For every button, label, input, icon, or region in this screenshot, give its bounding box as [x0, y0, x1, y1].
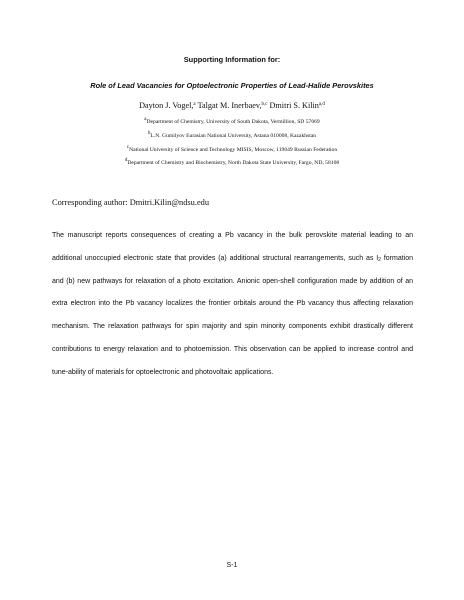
page-number: S-1 — [226, 562, 238, 569]
affiliation-text: Department of Chemistry and Biochemistry, North Dakota State University, Fargo, ND, 58108 — [127, 160, 340, 166]
affiliation-text: National University of Science and Technology MISIS, Moscow, 119049 Russian Federation — [129, 147, 338, 153]
supporting-info-heading: Supporting Information for: — [183, 55, 281, 64]
author-name: Dayton J. Vogel, — [139, 101, 194, 110]
affiliation — [0, 158, 464, 166]
affiliation-text: Department of Chemistry, University of South Dakota, Vermillion, SD 57069 — [146, 119, 320, 125]
abstract-paragraph — [52, 225, 413, 385]
affiliation — [0, 117, 464, 125]
author-name: Dmitri S. Kilin — [269, 101, 319, 110]
author-list — [0, 101, 464, 110]
affiliation — [0, 145, 464, 153]
affiliation-text: L.N. Gumilyov Eurasian National University, Astana 010008, Kazakhstan — [150, 133, 317, 139]
affiliation-mark: d — [124, 158, 128, 163]
corresponding-author: Corresponding author: Dmitri.Kilin@ndsu.edu — [52, 198, 210, 207]
author-affiliation-mark: a,d — [318, 102, 325, 107]
author-affiliation-mark: a — [193, 102, 196, 107]
affiliation-mark: c — [126, 145, 130, 150]
subscript: 2 — [378, 256, 381, 263]
author-name: Talgat M. Inerbaev, — [197, 101, 262, 110]
affiliation-mark: a — [144, 117, 147, 122]
abstract-text: formation and (b) new pathways for relaxation of a photo excitation. Anionic open-shell configuration made by addition of an extra electron into the Pb vacancy localizes the frontier orbitals around the Pb vacancy thus affecting relaxation mechanism. The relaxation pathways for spin majority and spin minority components exhibit drastically different contributions to energy relaxation and to photoemission. This observation can be applied to increase control and tune-ability of materials for optoelectronic and photovoltaic applications. — [52, 254, 413, 376]
affiliation — [0, 131, 464, 139]
abstract-text: The manuscript reports consequences of creating a Pb vacancy in the bulk perovskite material leading to an additional unoccupied electronic state that provides (a) additional structural rearrangements, such as I — [52, 232, 413, 262]
paper-title: Role of Lead Vacancies for Optoelectronic Properties of Lead-Halide Perovskites — [90, 81, 374, 90]
author-affiliation-mark: b,c — [261, 102, 268, 107]
affiliation-mark: b — [147, 131, 151, 136]
